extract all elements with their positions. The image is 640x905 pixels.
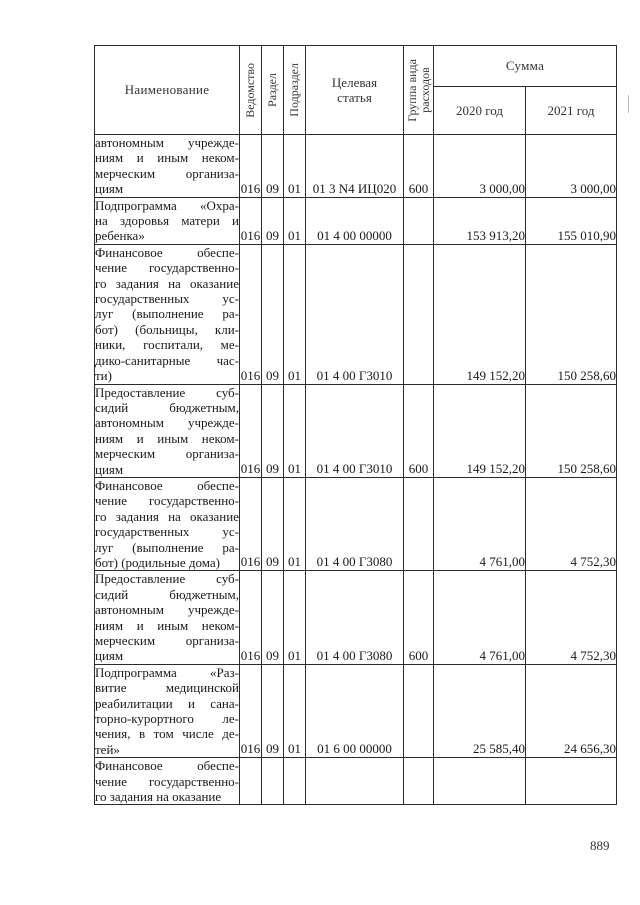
row-razdel: 09 [262, 571, 284, 664]
row-name-line: реабилитации и сана- [95, 695, 239, 711]
row-sum-2021: 4 752,30 [526, 477, 617, 570]
row-name-line: чение государственно- [95, 493, 239, 509]
table-row [95, 244, 617, 384]
row-name-line: ребенка» [95, 228, 145, 244]
row-name-line: бот) (больницы, кли- [95, 321, 239, 337]
row-podrazdel: 01 [284, 197, 306, 244]
row-name-line: сидий бюджетным, [95, 586, 239, 602]
row-name-line: автономным учрежде- [95, 602, 239, 618]
header-celevaya-line1: Целевая [331, 75, 378, 90]
row-name-line: мерческим организа- [95, 633, 239, 648]
row-podrazdel: 01 [284, 384, 306, 477]
row-podrazdel [284, 758, 306, 805]
row-name-line: чение государственно- [95, 773, 239, 789]
header-name: Наименование [95, 46, 240, 135]
margin-mark [628, 95, 629, 113]
row-name-line: Подпрограмма «Охра- [95, 197, 239, 213]
row-vedomstvo: 016 [240, 664, 262, 757]
row-celevaya-statya: 01 4 00 Г3010 [306, 244, 404, 384]
table-row [95, 135, 617, 198]
row-podrazdel: 01 [284, 571, 306, 664]
header-year-2021: 2021 год [526, 87, 617, 135]
table-row [95, 477, 617, 570]
row-name-line: циям [95, 181, 124, 197]
row-sum-2021 [526, 758, 617, 805]
row-sum-2020: 149 152,20 [434, 384, 526, 477]
row-gruppa-vida: 600 [404, 135, 434, 198]
row-name-line: сидий бюджетным, [95, 399, 239, 415]
row-name-line: государственных ус- [95, 524, 239, 540]
row-vedomstvo: 016 [240, 477, 262, 570]
header-podrazdel: Подраздел [284, 46, 306, 135]
row-podrazdel: 01 [284, 477, 306, 570]
row-gruppa-vida [404, 477, 434, 570]
row-name [95, 197, 240, 244]
row-name-line: витие медицинской [95, 680, 239, 696]
row-celevaya-statya: 01 4 00 00000 [306, 197, 404, 244]
row-name-line: го задания на оказание [95, 789, 222, 805]
row-sum-2021: 4 752,30 [526, 571, 617, 664]
row-vedomstvo [240, 758, 262, 805]
row-name-line: тей» [95, 741, 120, 757]
header-celevaya-line2: статья [337, 90, 372, 105]
row-sum-2020: 153 913,20 [434, 197, 526, 244]
budget-table [94, 45, 617, 805]
row-sum-2020 [434, 758, 526, 805]
row-razdel: 09 [262, 135, 284, 198]
row-sum-2020: 4 761,00 [434, 477, 526, 570]
table-row [95, 664, 617, 757]
row-vedomstvo: 016 [240, 197, 262, 244]
row-name-line: чения, в том числе де- [95, 726, 239, 742]
row-name-line: дико-санитарные час- [95, 352, 239, 368]
row-sum-2020: 3 000,00 [434, 135, 526, 198]
row-name-line: ти) [95, 368, 112, 384]
row-sum-2021: 3 000,00 [526, 135, 617, 198]
row-celevaya-statya [306, 758, 404, 805]
row-razdel: 09 [262, 664, 284, 757]
row-name-line: на здоровья матери и [95, 213, 239, 229]
row-podrazdel: 01 [284, 664, 306, 757]
row-podrazdel: 01 [284, 135, 306, 198]
header-gruppa-vida-rashodov: Группа вида расходов [404, 46, 434, 135]
row-name-line: луг (выполнение ра- [95, 306, 239, 322]
row-name [95, 135, 240, 198]
table-row [95, 758, 617, 805]
row-gruppa-vida: 600 [404, 384, 434, 477]
row-name-line: Финансовое обеспе- [95, 477, 239, 493]
header-summa: Сумма [434, 46, 617, 87]
header-vedomstvo: Ведомство [240, 46, 262, 135]
row-celevaya-statya: 01 3 N4 ИЦ020 [306, 135, 404, 198]
header-year-2020: 2020 год [434, 87, 526, 135]
row-sum-2021: 24 656,30 [526, 664, 617, 757]
row-razdel: 09 [262, 197, 284, 244]
row-name [95, 664, 240, 757]
row-gruppa-vida [404, 664, 434, 757]
row-name-line: луг (выполнение ра- [95, 539, 239, 555]
row-name-line: ниям и иным неком- [95, 430, 239, 446]
row-sum-2020: 149 152,20 [434, 244, 526, 384]
row-name-line: Предоставление суб- [95, 571, 239, 587]
table-row [95, 384, 617, 477]
header-celevaya-statya [306, 46, 404, 135]
row-gruppa-vida [404, 758, 434, 805]
row-celevaya-statya: 01 6 00 00000 [306, 664, 404, 757]
row-name-line: Финансовое обеспе- [95, 758, 239, 774]
row-sum-2021: 150 258,60 [526, 244, 617, 384]
row-name-line: го задания на оказание [95, 275, 239, 291]
header-razdel: Раздел [262, 46, 284, 135]
row-podrazdel: 01 [284, 244, 306, 384]
row-name-line: торно-курортного ле- [95, 711, 239, 727]
row-gruppa-vida [404, 197, 434, 244]
row-name-line: ники, госпитали, ме- [95, 337, 239, 353]
row-name-line: ниям и иным неком- [95, 150, 239, 166]
row-razdel: 09 [262, 244, 284, 384]
row-name [95, 571, 240, 664]
row-name-line: бот) (родильные дома) [95, 554, 220, 570]
table-row [95, 197, 617, 244]
row-celevaya-statya: 01 4 00 Г3080 [306, 477, 404, 570]
row-name [95, 758, 240, 805]
row-sum-2021: 155 010,90 [526, 197, 617, 244]
row-sum-2020: 4 761,00 [434, 571, 526, 664]
row-name-line: циям [95, 648, 124, 664]
table-body [95, 135, 617, 805]
row-name-line: государственных ус- [95, 291, 239, 307]
row-name [95, 477, 240, 570]
page-number: 889 [590, 838, 610, 853]
row-name-line: мерческим организа- [95, 165, 239, 181]
row-vedomstvo: 016 [240, 135, 262, 198]
row-name [95, 384, 240, 477]
row-sum-2020: 25 585,40 [434, 664, 526, 757]
row-vedomstvo: 016 [240, 571, 262, 664]
row-name-line: Финансовое обеспе- [95, 244, 239, 260]
row-name-line: автономным учрежде- [95, 135, 239, 150]
row-name-line: го задания на оказание [95, 508, 239, 524]
row-vedomstvo: 016 [240, 384, 262, 477]
row-name-line: ниям и иным неком- [95, 617, 239, 633]
row-name [95, 244, 240, 384]
row-name-line: Предоставление суб- [95, 384, 239, 400]
row-celevaya-statya: 01 4 00 Г3010 [306, 384, 404, 477]
row-name-line: чение государственно- [95, 260, 239, 276]
row-sum-2021: 150 258,60 [526, 384, 617, 477]
row-razdel [262, 758, 284, 805]
table-row [95, 571, 617, 664]
row-razdel: 09 [262, 384, 284, 477]
row-name-line: автономным учрежде- [95, 415, 239, 431]
row-gruppa-vida: 600 [404, 571, 434, 664]
row-vedomstvo: 016 [240, 244, 262, 384]
row-celevaya-statya: 01 4 00 Г3080 [306, 571, 404, 664]
row-name-line: циям [95, 461, 124, 477]
row-name-line: Подпрограмма «Раз- [95, 664, 239, 680]
row-razdel: 09 [262, 477, 284, 570]
row-name-line: мерческим организа- [95, 446, 239, 462]
row-gruppa-vida [404, 244, 434, 384]
